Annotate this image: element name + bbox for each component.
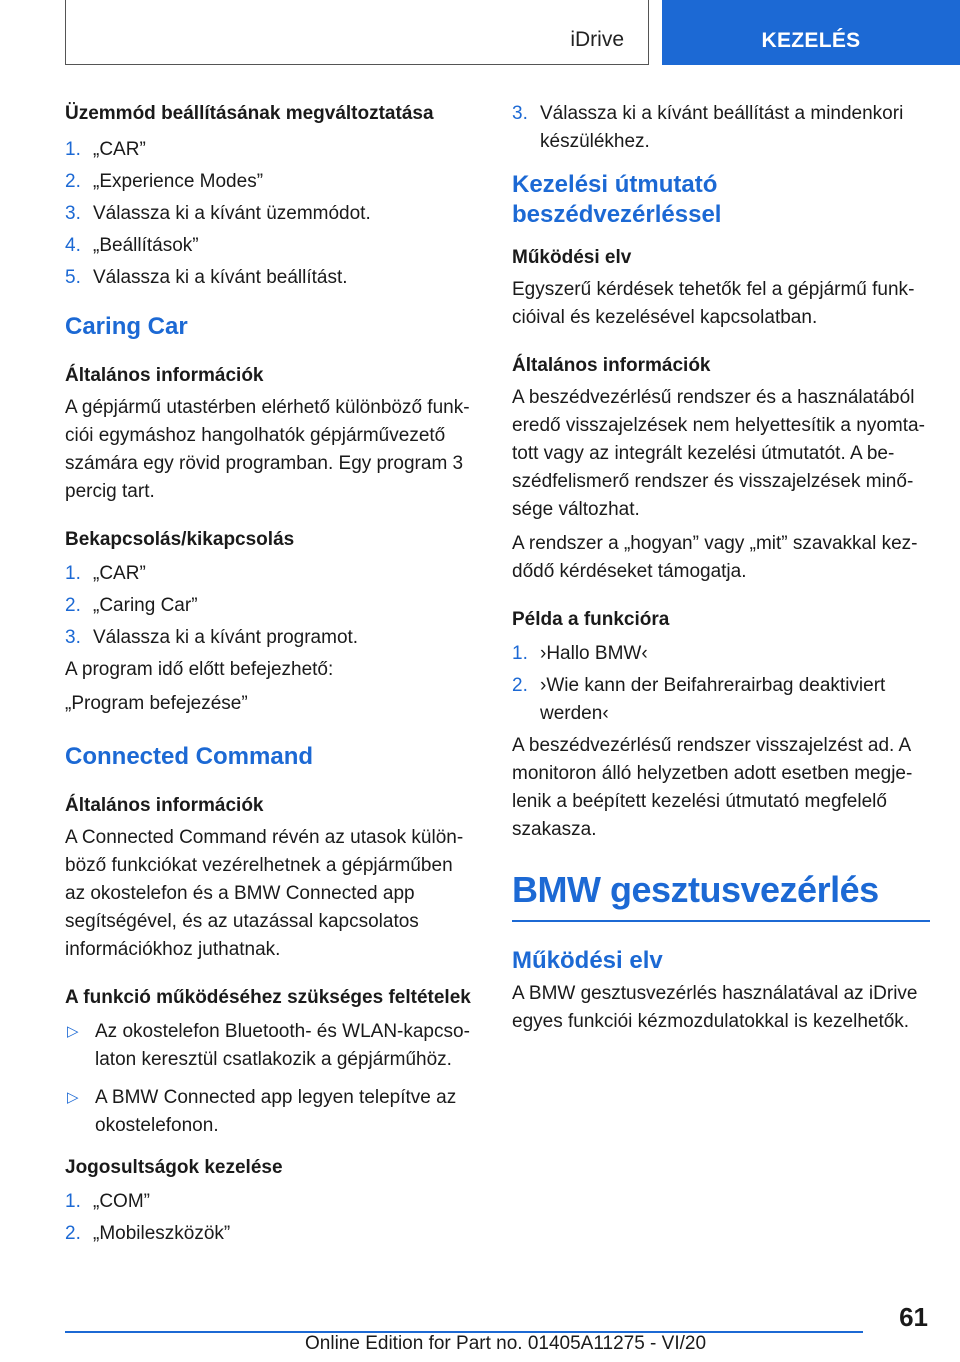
connected-command-title: Connected Command — [65, 743, 314, 770]
list-item: 1. „CAR” — [65, 139, 146, 160]
list-item: 3. Válassza ki a kívánt üzemmódot. — [65, 203, 371, 224]
right-column — [512, 100, 930, 1036]
triangle-bullet-icon: ▷ — [67, 1089, 79, 1106]
rights-steps — [65, 1188, 477, 1248]
chapter-tab: KEZELÉS — [662, 0, 960, 65]
rights-steps-continued — [512, 100, 930, 156]
example-heading: Példa a funkcióra — [512, 609, 670, 630]
list-item: ▷ Az okostelefon Bluetooth- és WLAN-kapcsolaton keresztül csatlakozik a gépjárműhöz. — [65, 1018, 477, 1074]
list-item: 2. ›Wie kann der Beifahrerairbag deaktiviert werden‹ — [512, 675, 886, 724]
principle-heading: Működési elv — [512, 247, 632, 268]
edition-note: Online Edition for Part no. 01405A11275 - VI/20 — [305, 1333, 707, 1354]
gesture-control-title: BMW gesztusvezérlés — [512, 869, 879, 910]
mode-steps — [65, 136, 477, 292]
program-end-text: A program idő előtt befejezhető: — [65, 659, 334, 680]
example-text: A beszédvezérlésű rendszer visszajelzést ad. A monitoron álló helyzetben adott esetben megjelenik a beépített kezelési útmutató megfelelő szakasza. — [512, 735, 913, 840]
gesture-text: A BMW gesztusvezérlés használatával az iDrive egyes funkciói kézmozdulatokkal is kezelhetők. — [512, 983, 918, 1032]
left-column — [65, 100, 477, 1252]
mode-heading: Üzemmód beállításának megváltoztatása — [65, 103, 434, 124]
caring-info-text: A gépjármű utastérben elérhető különböző funkciói egymáshoz hangolhatók gépjárművezető számára egy rövid programban. Egy program 3 percig tart. — [65, 397, 470, 502]
list-item: 4. „Beállítások” — [65, 235, 199, 256]
requirements-list — [65, 1018, 477, 1140]
cc-info-heading: Általános információk — [65, 795, 264, 816]
voice-guide-title: Kezelési útmutató beszédvezérléssel — [512, 171, 722, 228]
example-steps — [512, 640, 930, 728]
caring-info-heading: Általános információk — [65, 365, 264, 386]
list-item: 1. „COM” — [65, 1191, 150, 1212]
list-item: 1. ›Hallo BMW‹ — [512, 643, 648, 664]
list-item: 2. „Experience Modes” — [65, 171, 264, 192]
list-item: 2. „Caring Car” — [65, 595, 198, 616]
list-item: 3. Válassza ki a kívánt programot. — [65, 627, 359, 648]
voice-info-heading: Általános információk — [512, 355, 711, 376]
rights-heading: Jogosultságok kezelése — [65, 1157, 283, 1178]
list-item: 1. „CAR” — [65, 563, 146, 584]
onoff-heading: Bekapcsolás/kikapcsolás — [65, 529, 295, 550]
triangle-bullet-icon: ▷ — [67, 1023, 79, 1040]
caring-car-title: Caring Car — [65, 313, 188, 340]
cc-info-text: A Connected Command révén az utasok különböző funkciókat vezérelhetnek a gépjárműben az okostelefon és a BMW Connected app segítségével, és az utazással kapcsolatos információkhoz juthatnak. — [65, 827, 464, 960]
list-item: 3. Válassza ki a kívánt beállítást a mindenkori készülékhez. — [512, 103, 904, 152]
list-item: 5. Válassza ki a kívánt beállítást. — [65, 267, 348, 288]
page-number: 61 — [899, 1302, 928, 1332]
requirements-heading: A funkció működéséhez szükséges feltételek — [65, 987, 471, 1008]
principle-text: Egyszerű kérdések tehetők fel a gépjármű funkcióival és kezelésével kapcsolatban. — [512, 279, 915, 328]
onoff-steps — [65, 560, 477, 652]
voice-info-text-1: A beszédvezérlésű rendszer és a használatából eredő visszajelzések nem helyettesítik a nyomtatott vagy az integrált kezelési útmutatót. A beszédfelismerő rendszer és visszajelzések minősége változhat. — [512, 387, 925, 520]
list-item: 2. „Mobileszközök” — [65, 1223, 231, 1244]
header-box — [65, 0, 649, 65]
voice-info-text-2: A rendszer a „hogyan” vagy „mit” szavakkal kezdődő kérdéseket támogatja. — [512, 533, 918, 582]
gesture-principle-title: Működési elv — [512, 947, 663, 974]
program-end-item: „Program befejezése” — [65, 693, 248, 714]
title-divider — [512, 920, 930, 922]
section-title: iDrive — [570, 28, 624, 51]
list-item: ▷ A BMW Connected app legyen telepítve az okostelefonon. — [65, 1084, 477, 1140]
